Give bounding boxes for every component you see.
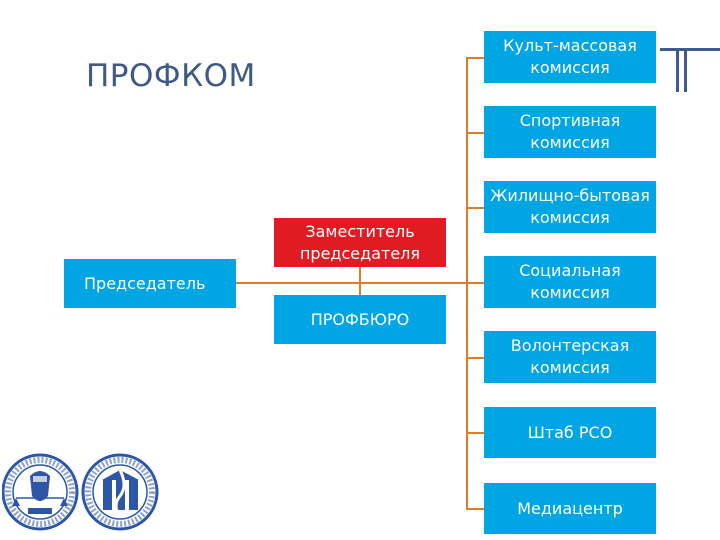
commission-label: Штаб РСО [527, 422, 613, 442]
commission-label: Спортивная комиссия [519, 111, 621, 152]
commission-box [484, 483, 656, 534]
connector-chairman-right [236, 282, 466, 284]
accent-bar-vertical-1 [676, 48, 679, 92]
chairman-label: Председатель [84, 273, 206, 293]
logos [2, 436, 160, 540]
accent-bar-vertical-2 [684, 48, 687, 92]
deputy-chairman-label: Заместитель председателя [299, 221, 421, 263]
commission-label: Медиацентр [517, 498, 623, 518]
connector-branch-6 [466, 432, 484, 434]
connector-branch-4 [466, 282, 484, 284]
chairman-box [64, 259, 236, 308]
commission-label: Жилищно-бытовая комиссия [490, 186, 650, 227]
connector-branch-1 [466, 57, 484, 59]
commission-box [484, 181, 656, 233]
commission-box [484, 31, 656, 83]
page-title: ПРОФКОМ [86, 58, 256, 94]
commission-label: Социальная комиссия [519, 261, 621, 302]
bureau-box [274, 295, 446, 344]
connector-branch-3 [466, 207, 484, 209]
commission-box [484, 331, 656, 383]
bureau-label: ПРОФБЮРО [310, 310, 410, 329]
connector-branch-5 [466, 357, 484, 359]
commission-box [484, 407, 656, 458]
commission-label: Волонтерская комиссия [510, 336, 630, 377]
commission-label: Культ-массовая комиссия [503, 36, 637, 77]
commission-box [484, 256, 656, 308]
connector-deputy-bureau [359, 267, 361, 295]
commission-box [484, 106, 656, 158]
connector-branch-2 [466, 132, 484, 134]
deputy-chairman-box [274, 218, 446, 267]
university-seal-logo [83, 455, 157, 529]
accent-bar-horizontal [660, 48, 720, 51]
union-seal-logo [3, 455, 77, 529]
connector-branch-7 [466, 508, 484, 510]
